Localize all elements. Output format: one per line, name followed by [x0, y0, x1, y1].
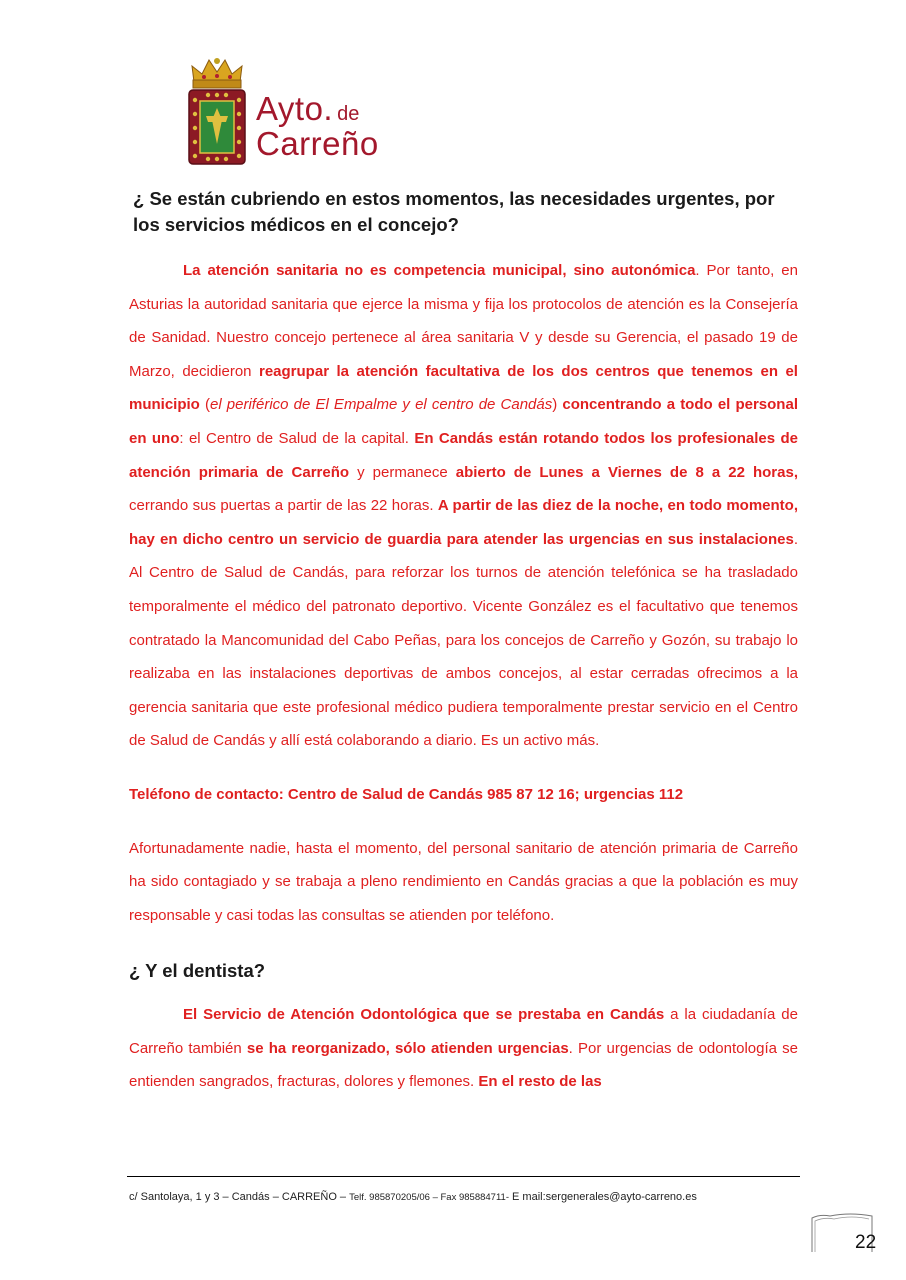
p3-s2: a la ciudadanía de Carreño también — [129, 1006, 798, 1057]
p3-s3: se ha reorganizado, sólo atienden urgencias — [246, 1039, 569, 1057]
p1-s12: cerrando sus puertas a partir de las 22 horas. — [129, 497, 438, 515]
footer-phone-fax: Telf. 985870205/06 – Fax 985884711- — [349, 1192, 509, 1203]
p1-s8: : el Centro de Salud de la capital. — [179, 429, 415, 447]
paragraph-health-care — [129, 254, 798, 758]
paragraph-staff: Afortunadamente nadie, hasta el momento, del personal sanitario de atención primaria de Carreño ha sido contagiado y se trabaja a pleno rendimiento en Candás gracias a que la población es muy responsable y casi todas las consultas se atienden por teléfono. — [129, 839, 798, 924]
logo-ayto: Ayto. — [256, 90, 334, 127]
p1-s4: ( — [199, 396, 210, 414]
p1-s11: abierto de Lunes a Viernes de 8 a 22 horas, — [455, 463, 799, 481]
phone-contact — [129, 778, 798, 812]
phone-contact-text: Teléfono de contacto: Centro de Salud de Candás 985 87 12 16; urgencias 112 — [129, 785, 684, 803]
p1-s3: reagrupar la atención facultativa de los dos centros que tenemos en el municipio — [129, 362, 798, 414]
logo-de: de — [337, 103, 360, 125]
p1-s1: La atención sanitaria no es competencia municipal, sino autonómica — [183, 262, 696, 279]
p1-s10: y permanece — [349, 463, 456, 481]
p1-s2: . Por tanto, en Asturias la autoridad sanitaria que ejerce la misma y fija los protocolos de atención es la Consejería de Sanidad. Nuestro concejo pertenece al área sanitaria V y desde su Gerencia, el pasado 19 de Marzo, decidieron — [129, 262, 798, 380]
logo-carreno: Carreño — [256, 125, 379, 162]
p3-s1: El Servicio de Atención Odontológica que se prestaba en Candás — [183, 1006, 665, 1024]
p1-s14: . Al Centro de Salud de Candás, para reforzar los turnos de atención telefónica se ha trasladado temporalmente el médico del patronato deportivo. Vicente González es el facultativo que tenemos contratado la Mancomunidad del Cabo Peñas, para los concejos de Carreño y Gozón, su trabajo lo realizaba en las instalaciones deportivas de ambos concejos, al estar cerradas ofrecimos a la gerencia sanitaria que este profesional médico pudiera temporalmente prestar servicio en el Centro de Salud de Candás y allí está colaborando a diario. Es un activo más. — [129, 530, 798, 750]
logo-wordmark — [256, 92, 379, 160]
footer-email: E mail:sergenerales@ayto-carreno.es — [508, 1191, 697, 1203]
p1-s5: el periférico de El Empalme y el centro de Candás — [209, 396, 553, 414]
p1-s6: ) — [552, 396, 563, 414]
question-dentist: ¿ Y el dentista? — [129, 960, 266, 982]
p1-s7: concentrando a todo el personal en uno — [129, 396, 798, 447]
p3-s5: En el resto de las — [478, 1073, 602, 1091]
ayto-carreno-logo — [186, 56, 406, 170]
document-body — [129, 186, 798, 1099]
p1-s9: En Candás están rotando todos los profesionales de atención primaria de Carreño — [129, 429, 798, 481]
page-number: 22 — [855, 1232, 877, 1253]
coat-of-arms-icon — [186, 56, 248, 168]
paragraph-dentist — [129, 998, 798, 1099]
footer-address-text: c/ Santolaya, 1 y 3 – Candás – CARREÑO – — [129, 1191, 350, 1203]
p1-s13: A partir de las diez de la noche, en todo momento, hay en dicho centro un servicio de guardia para atender las urgencias en sus instalaciones — [129, 497, 798, 548]
p3-s4: . Por urgencias de odontología se entienden sangrados, fracturas, dolores y flemones. — [129, 1039, 798, 1091]
footer-address — [129, 1191, 697, 1203]
question-urgent-needs: ¿ Se están cubriendo en estos momentos, las necesidades urgentes, por los servicios médicos en el concejo? — [133, 188, 775, 235]
footer-divider — [127, 1176, 800, 1177]
